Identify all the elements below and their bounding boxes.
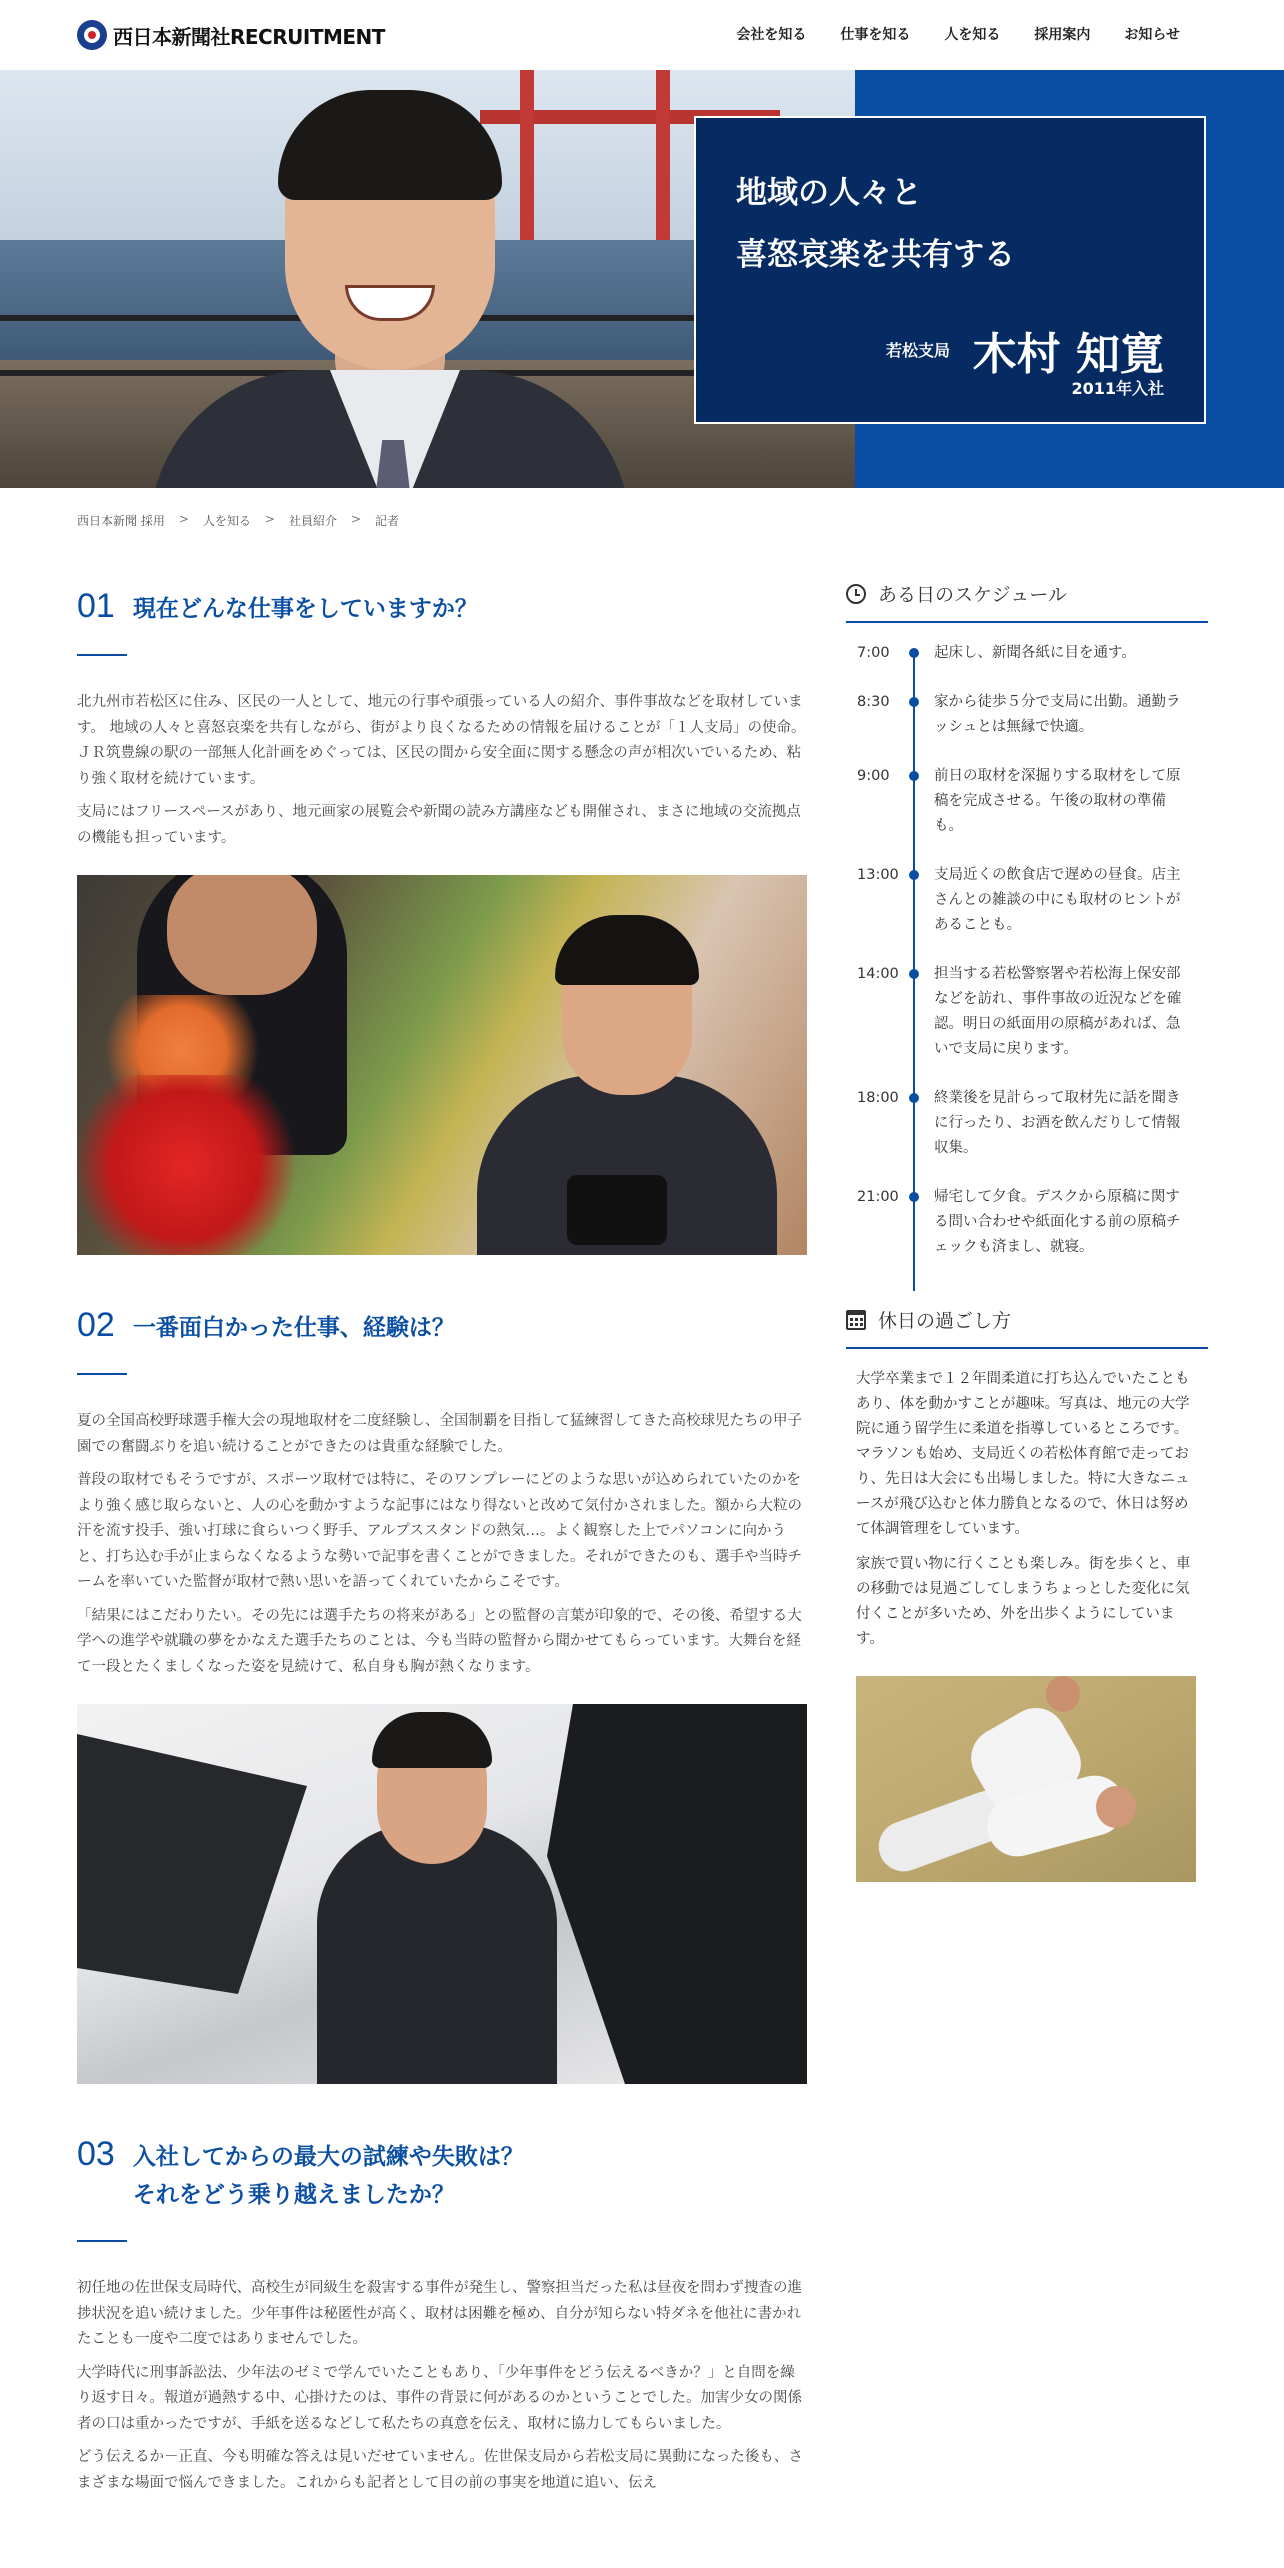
hero-title-box <box>694 116 1206 424</box>
hero <box>0 70 1284 488</box>
holiday-body <box>846 1367 1208 1882</box>
logo-mark-icon <box>77 20 107 50</box>
section-number: 03 <box>77 2135 115 2173</box>
timeline-text: 家から徒歩５分で支局に出勤。通勤ラッシュとは無縁で快適。 <box>934 694 1181 735</box>
schedule-timeline <box>846 641 1208 1260</box>
schedule-heading <box>846 580 1208 623</box>
timeline-time: 14:00 <box>857 966 899 982</box>
paragraph: 大学卒業まで１２年間柔道に打ち込んでいたこともあり、体を動かすことが趣味。写真は、地元の大学院に通う留学生に柔道を指導しているところです。マラソンも始め、支局近くの若松体育館で走っており、先日は大会にも出場しました。特に大きなニュースが飛び込むと体力勝負となるので、休日は努めて体調管理をしています。 <box>856 1371 1190 1537</box>
timeline-time: 13:00 <box>857 867 899 883</box>
timeline-dot-icon <box>909 969 919 979</box>
photo-flower-shop <box>77 875 807 1255</box>
paragraph: 夏の全国高校野球選手権大会の現地取材を二度経験し、全国制覇を目指して猛練習してきた高校球児たちの甲子園での奮闘ぶりを追い続けることができたのは貴重な経験でした。 <box>77 1413 802 1455</box>
section-divider <box>77 1373 127 1375</box>
timeline-time: 21:00 <box>857 1189 899 1205</box>
logo-text: 西日本新聞社RECRUITMENT <box>113 24 385 49</box>
breadcrumb <box>77 512 399 529</box>
hero-year: 2011年入社 <box>1071 379 1164 398</box>
timeline-dot-icon <box>909 1192 919 1202</box>
section-title: 一番面白かった仕事、経験は？ <box>132 1315 455 1341</box>
timeline-item <box>846 962 1208 1062</box>
section-divider <box>77 2240 127 2242</box>
timeline-text: 支局近くの飲食店で遅めの昼食。店主さんとの雑談の中にも取材のヒントがあることも。 <box>934 867 1181 933</box>
section-02 <box>77 1305 807 2084</box>
timeline-dot-icon <box>909 771 919 781</box>
paragraph: 「結果にはこだわりたい。その先には選手たちの将来がある」との監督の言葉が印象的で、その後、希望する大学への進学や就職の夢をかなえた選手たちのことは、今も当時の監督から聞かせてもらっています。大舞台を経て一段とたくましくなった姿を見続けて、私自身も胸が熱くなります。 <box>77 1607 802 1675</box>
site-logo[interactable] <box>77 20 385 50</box>
section-title: 入社してからの最大の試練や失敗は？ それをどう乗り越えましたか？ <box>132 2144 524 2208</box>
site-header <box>0 0 1284 70</box>
timeline-time: 18:00 <box>857 1090 899 1106</box>
paragraph: 普段の取材でもそうですが、スポーツ取材では特に、そのワンプレーにどのような思いが込められていたのかをより強く感じ取らないと、人の心を動かすような記事にはなり得ないと改めて気付かされました。額から大粒の汗を流す投手、強い打球に食らいつく野手、アルプススタンドの熱気…。よく観察した上でパソコンに向かうと、打ち込む手が止まらなくなるような勢いで記事を書くことができました。それができたのも、選手や当時チームを率いていた監督が取材で熱い思いを語ってくれていたからこそです。 <box>77 1472 802 1590</box>
paragraph: 支局にはフリースペースがあり、地元画家の展覧会や新聞の読み方講座なども開催され、まさに地域の交流拠点の機能も担っています。 <box>77 804 801 846</box>
paragraph: 家族で買い物に行くことも楽しみ。街を歩くと、車の移動では見過ごしてしまうちょっとした変化に気付くことが多いため、外を出歩くようにしています。 <box>856 1556 1191 1647</box>
timeline-time: 8:30 <box>857 694 890 710</box>
photo-judo <box>856 1676 1196 1882</box>
breadcrumb-separator: > <box>178 512 189 526</box>
main-content <box>77 580 807 2504</box>
timeline-item <box>846 1086 1208 1161</box>
camera-icon <box>567 1175 667 1245</box>
nav-people[interactable]: 人を知る <box>944 27 1001 43</box>
holiday-heading <box>846 1306 1208 1349</box>
timeline-time: 9:00 <box>857 768 890 784</box>
timeline-item <box>846 690 1208 740</box>
timeline-dot-icon <box>909 697 919 707</box>
timeline-text: 起床し、新聞各紙に目を通す。 <box>934 645 1136 661</box>
section-01 <box>77 586 807 1255</box>
schedule-heading-text: ある日のスケジュール <box>878 584 1067 606</box>
hero-title: 地域の人々と 喜怒哀楽を共有する <box>736 175 1015 273</box>
section-03 <box>77 2134 807 2496</box>
calendar-icon <box>846 1310 866 1330</box>
breadcrumb-item[interactable]: 西日本新聞 採用 <box>77 514 165 528</box>
photo-car <box>77 1704 807 2084</box>
timeline-time: 7:00 <box>857 645 890 661</box>
paragraph: 北九州市若松区に住み、区民の一人として、地元の行事や頑張っている人の紹介、事件事故などを取材しています。 地域の人々と喜怒哀楽を共有しながら、街がより良くなるための情報を届けることが「１人支局」の使命。ＪＲ筑豊線の駅の一部無人化計画をめぐっては、区民の間から安全面に関する懸念の声が相次いでいるため、粘り強く取材を続けています。 <box>77 694 806 787</box>
timeline-dot-icon <box>909 870 919 880</box>
section-number: 02 <box>77 1306 115 1344</box>
section-number: 01 <box>77 587 115 625</box>
global-nav <box>702 24 1180 44</box>
section-divider <box>77 654 127 656</box>
timeline-text: 前日の取材を深掘りする取材をして原稿を完成させる。午後の取材の準備も。 <box>934 768 1181 834</box>
timeline-text: 担当する若松警察署や若松海上保安部などを訪れ、事件事故の近況などを確認。明日の紙面用の原稿があれば、急いで支局に戻ります。 <box>934 966 1182 1057</box>
timeline-item <box>846 863 1208 938</box>
section-title: 現在どんな仕事をしていますか？ <box>132 596 478 622</box>
timeline-dot-icon <box>909 1093 919 1103</box>
breadcrumb-item[interactable]: 社員紹介 <box>288 514 337 528</box>
holiday-heading-text: 休日の過ごし方 <box>878 1310 1012 1332</box>
breadcrumb-item[interactable]: 人を知る <box>202 514 251 528</box>
nav-news[interactable]: お知らせ <box>1124 27 1180 43</box>
nav-work[interactable]: 仕事を知る <box>840 27 911 43</box>
timeline-item <box>846 764 1208 839</box>
hero-branch: 若松支局 <box>885 341 950 360</box>
timeline-text: 帰宅して夕食。デスクから原稿に関する問い合わせや紙面化する前の原稿チェックも済まし、就寝。 <box>934 1189 1181 1255</box>
nav-recruit[interactable]: 採用案内 <box>1034 27 1091 43</box>
timeline-item <box>846 1185 1208 1260</box>
hero-name: 木村 知寛 <box>972 329 1164 380</box>
breadcrumb-separator: > <box>350 512 362 526</box>
breadcrumb-current: 記者 <box>375 514 400 528</box>
timeline-dot-icon <box>909 648 919 658</box>
paragraph: 初任地の佐世保支局時代、高校生が同級生を殺害する事件が発生し、警察担当だった私は昼夜を問わず捜査の進捗状況を追い続けました。少年事件は秘匿性が高く、取材は困難を極め、自分が知らない特ダネを他社に書かれたことも一度や二度ではありませんでした。 <box>77 2280 802 2347</box>
nav-company[interactable]: 会社を知る <box>736 27 807 43</box>
sidebar <box>846 580 1208 1882</box>
breadcrumb-separator: > <box>264 512 275 526</box>
paragraph: どう伝えるか－正直、今も明確な答えは見いだせていません。佐世保支局から若松支局に異動になった後も、さまざまな場面で悩んできました。これからも記者として目の前の事実を地道に追い、伝え <box>77 2449 803 2491</box>
paragraph: 大学時代に刑事訴訟法、少年法のゼミで学んでいたこともあり、「少年事件をどう伝えるべきか？」と自問を繰り返す日々。報道が過熱する中、心掛けたのは、事件の背景に何があるのかということでした。加害少女の関係者の口は重かったですが、手紙を送るなどして私たちの真意を伝え、取材に協力してもらいました。 <box>77 2364 802 2432</box>
timeline-text: 終業後を見計らって取材先に話を聞きに行ったり、お酒を飲んだりして情報収集。 <box>934 1090 1181 1156</box>
timeline-item <box>846 641 1208 666</box>
clock-icon <box>846 584 866 604</box>
